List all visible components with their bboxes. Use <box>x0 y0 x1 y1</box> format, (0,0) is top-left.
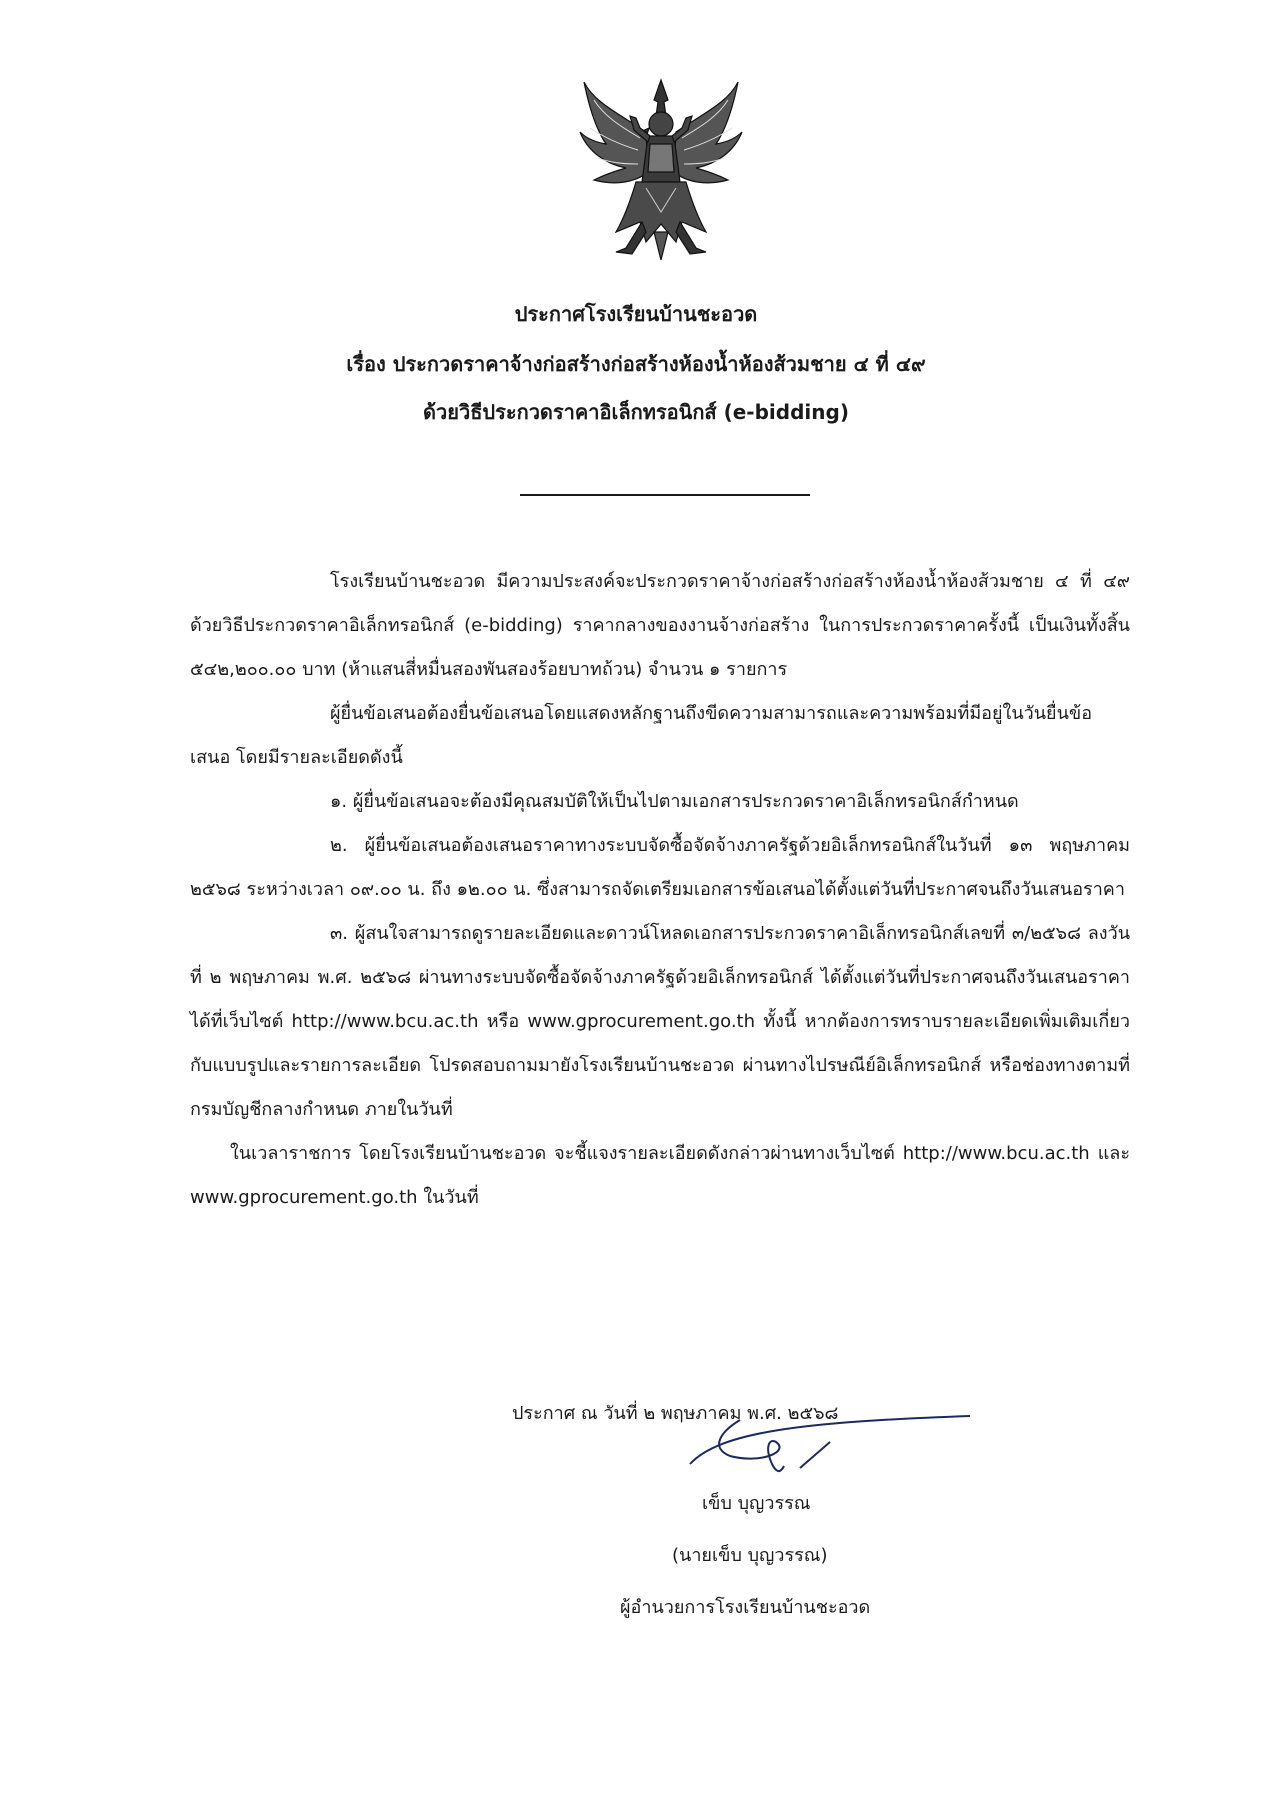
announcement-title: ประกาศโรงเรียนบ้านชะอวด <box>514 302 758 326</box>
announcement-method: ด้วยวิธีประกวดราคาอิเล็กทรอนิกส์ (e-bidding) <box>423 400 849 424</box>
body-item-1: ๑. ผู้ยื่นข้อเสนอจะต้องมีคุณสมบัติให้เป็นไปตามเอกสารประกวดราคาอิเล็กทรอนิกส์กำหนด <box>330 791 1019 812</box>
announcement-body <box>190 560 1130 1220</box>
announcement-date: ประกาศ ณ วันที่ ๒ พฤษภาคม พ.ศ. ๒๕๖๘ <box>512 1403 839 1424</box>
signer-position: ผู้อำนวยการโรงเรียนบ้านชะอวด <box>620 1597 871 1618</box>
announcement-subject: เรื่อง ประกวดราคาจ้างก่อสร้างก่อสร้างห้องน้ำห้องส้วมชาย ๔ ที่ ๔๙ <box>346 352 926 376</box>
handwritten-signature <box>680 1402 980 1482</box>
body-paragraph-3: ในเวลาราชการ โดยโรงเรียนบ้านชะอวด จะชี้แจงรายละเอียดดังกล่าวผ่านทางเว็บไซต์ http://www.bcu.ac.th และ www.gprocurement.go.th ในวันที่ <box>190 1143 1130 1208</box>
body-item-2: ๒. ผู้ยื่นข้อเสนอต้องเสนอราคาทางระบบจัดซื้อจัดจ้างภาครัฐด้วยอิเล็กทรอนิกส์ในวันที่ ๑๓ พฤษภาคม ๒๕๖๘ ระหว่างเวลา ๐๙.๐๐ น. ถึง ๑๒.๐๐ น. ซึ่งสามารถจัดเตรียมเอกสารข้อเสนอได้ตั้งแต่วันที่ประกาศจนถึงวันเสนอราคา <box>190 835 1130 900</box>
title-divider <box>520 494 810 496</box>
signer-full-name: (นายเข็บ บุญวรรณ) <box>672 1545 828 1566</box>
signer-signed-name: เข็บ บุญวรรณ <box>702 1493 811 1514</box>
garuda-emblem-icon <box>576 72 746 262</box>
body-paragraph-2: ผู้ยื่นข้อเสนอต้องยื่นข้อเสนอโดยแสดงหลักฐานถึงขีดความสามารถและความพร้อมที่มีอยู่ในวันยื่นข้อเสนอ โดยมีรายละเอียดดังนี้ <box>190 703 1093 768</box>
body-item-3: ๓. ผู้สนใจสามารถดูรายละเอียดและดาวน์โหลดเอกสารประกวดราคาอิเล็กทรอนิกส์เลขที่ ๓/๒๕๖๘ ลงวันที่ ๒ พฤษภาคม พ.ศ. ๒๕๖๘ ผ่านทางระบบจัดซื้อจัดจ้างภาครัฐด้วยอิเล็กทรอนิกส์ ได้ตั้งแต่วันที่ประกาศจนถึงวันเสนอราคา ได้ที่เว็บไซต์ http://www.bcu.ac.th หรือ www.gprocurement.go.th ทั้งนี้ หากต้องการทราบรายละเอียดเพิ่มเติมเกี่ยวกับแบบรูปและรายการละเอียด โปรดสอบถามมายังโรงเรียนบ้านชะอวด ผ่านทางไปรษณีย์อิเล็กทรอนิกส์ หรือช่องทางตามที่กรมบัญชีกลางกำหนด ภายในวันที่ <box>190 923 1130 1120</box>
body-paragraph-1: โรงเรียนบ้านชะอวด มีความประสงค์จะประกวดราคาจ้างก่อสร้างก่อสร้างห้องน้ำห้องส้วมชาย ๔ ที่ ๔๙ ด้วยวิธีประกวดราคาอิเล็กทรอนิกส์ (e-bidding) ราคากลางของงานจ้างก่อสร้าง ในการประกวดราคาครั้งนี้ เป็นเงินทั้งสิ้น ๕๔๒,๒๐๐.๐๐ บาท (ห้าแสนสี่หมื่นสองพันสองร้อยบาทถ้วน) จำนวน ๑ รายการ <box>190 571 1130 680</box>
